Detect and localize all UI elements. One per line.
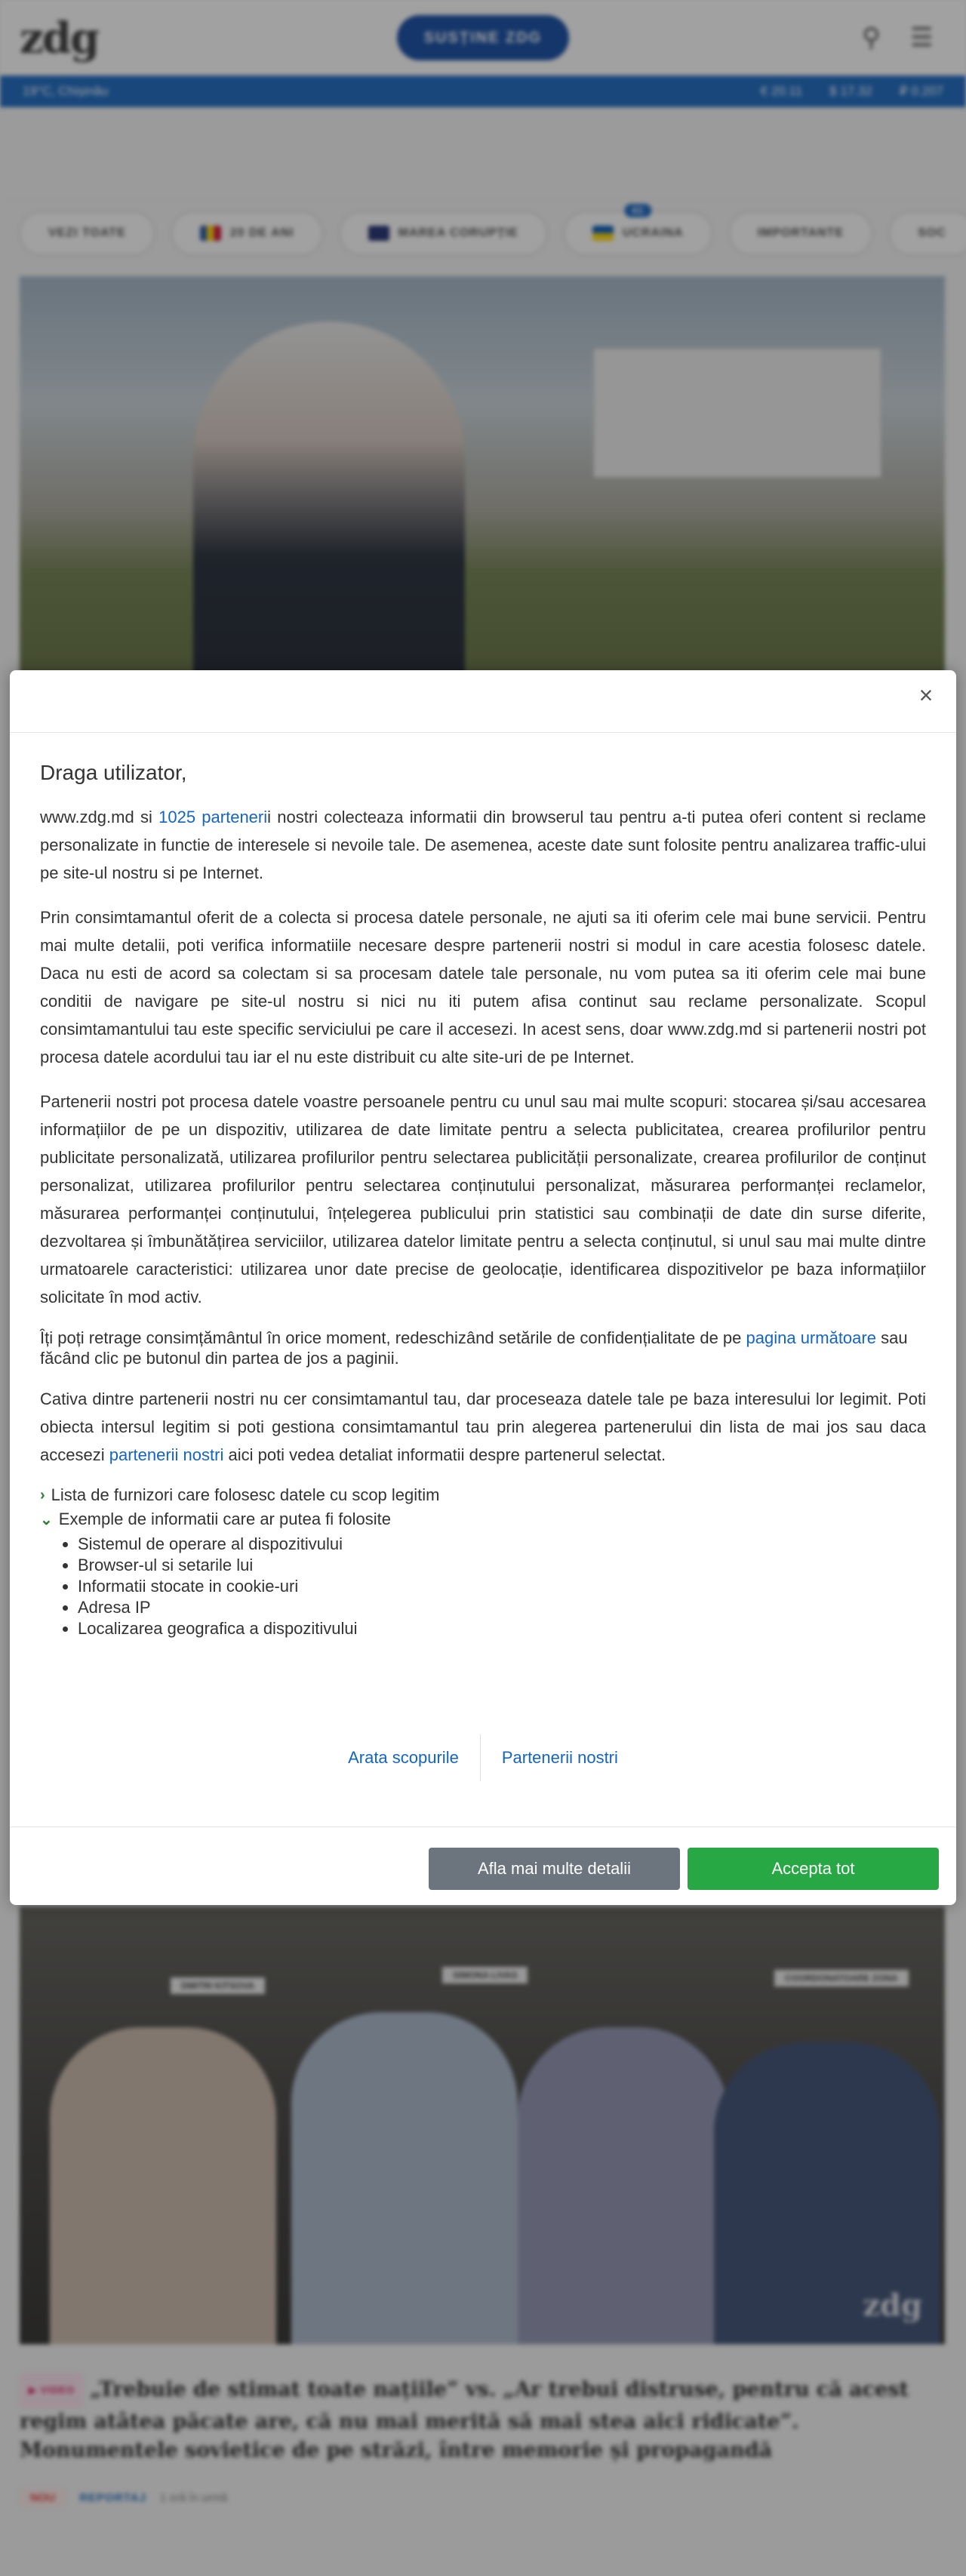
category-label: MAREA CORUPȚIE bbox=[398, 226, 518, 239]
text-span: www.zdg.md si bbox=[40, 808, 159, 826]
list-item: • Informatii stocate in cookie-uri bbox=[78, 1576, 926, 1597]
vendors-toggle-label: Lista de furnizori care folosesc datele cu scop legitim bbox=[51, 1485, 440, 1504]
text-span: aici poti vedea detaliat informatii despre partenerul selectat. bbox=[223, 1445, 666, 1464]
modal-links-row bbox=[10, 1734, 956, 1781]
modal-greeting: Draga utilizator, bbox=[40, 761, 187, 784]
name-label: SIMONA LIVAS bbox=[442, 1967, 528, 1984]
close-icon[interactable]: × bbox=[912, 681, 940, 708]
withdraw-paragraph bbox=[40, 1328, 926, 1368]
category-label: SOC bbox=[918, 226, 946, 239]
story-title-text[interactable]: „Trebuie de stimat toate națiile” vs. „Ar trebui distruse, pentru că acest regim atâtea păcate are, că nu mai merită să mai stea aici ridicate”. Monumentele sovietice de pe străzi, între memorie și propagandă bbox=[20, 2377, 909, 2462]
support-button[interactable]: SUSȚINE ZDG bbox=[397, 15, 569, 60]
list-item: • Sistemul de operare al dispozitivului bbox=[78, 1534, 926, 1555]
learn-more-button[interactable]: Afla mai multe detalii bbox=[429, 1848, 680, 1890]
name-label: DMITRI KITSOVA bbox=[171, 1977, 265, 1994]
our-partners-link[interactable]: partenerii nostri bbox=[109, 1445, 224, 1464]
text-span: Îți poți retrage consimțământul în orice moment, redeschizând setările de confidențialitate de pe bbox=[40, 1328, 746, 1347]
partners-count-link[interactable]: 1025 parteneri bbox=[158, 808, 268, 826]
site-logo[interactable]: zdg bbox=[20, 14, 99, 63]
new-badge: NOU bbox=[20, 2488, 66, 2508]
category-label: 20 DE ANI bbox=[229, 226, 294, 239]
list-item: • Adresa IP bbox=[78, 1597, 926, 1618]
text-span: i nostri colecteaza informatii din browserul tau pentru a-ti putea oferi content si reclame personalizate in functie de interesele si nevoile tale. De asemenea, aceste date sunt folosite pentru analizarea traffic-ului pe site-ul nostru si pe Internet. bbox=[40, 808, 926, 882]
weather-text: 19°C, Chișinău bbox=[23, 84, 109, 98]
zdg-watermark: zdg bbox=[863, 2288, 922, 2323]
purposes-paragraph: Partenerii nostri pot procesa datele voastre persoanele pentru cu unul sau mai multe scopuri: stocarea și/sau accesarea informațiilor de pe un dispozitiv, utilizarea de date limitate pentru a selecta publicitatea, crearea profilurilor pentru publicitate personalizată, utilizarea profilurilor pentru selectarea publicității personalizate, crearea profilurilor de conținut personalizat, utilizarea profilurilor pentru selectarea conținutului personalizat, măsurarea performanței reclamelor, măsurarea performanței conținutului, înțelegerea publicului prin statistici sau combinații de date din surse diferite, dezvoltarea și îmbunătățirea serviciilor, utilizarea datelor limitate pentru a selecta conținutul, si unul sau mai multe dintre urmatoarele caracteristici: utilizarea unor date precise de geolocație, identificarea dispozitivelor pe baza informațiilor solicitate în mod activ. bbox=[40, 1092, 926, 1306]
legitimate-interest-paragraph bbox=[40, 1385, 926, 1469]
examples-toggle-label: Exemple de informatii care ar putea fi folosite bbox=[58, 1510, 391, 1528]
menu-icon[interactable]: ☰ bbox=[910, 23, 934, 52]
examples-toggle[interactable] bbox=[40, 1510, 926, 1529]
category-label: UCRAINA bbox=[622, 226, 684, 239]
chevron-down-icon: ⌄ bbox=[40, 1511, 53, 1528]
list-item: • Localizarea geografica a dispozitivului bbox=[78, 1618, 926, 1639]
chevron-right-icon: › bbox=[40, 1486, 45, 1503]
category-label: IMPORTANTE bbox=[757, 226, 844, 239]
examples-list bbox=[40, 1534, 926, 1639]
modal-body bbox=[40, 761, 926, 1639]
vendors-toggle[interactable] bbox=[40, 1485, 926, 1505]
name-label: COORDONATOARE ZONA bbox=[774, 1970, 909, 1987]
intro-paragraph bbox=[40, 803, 926, 887]
category-label: VEZI TOATE bbox=[48, 226, 126, 239]
text-span: sau făcând clic pe butonul din partea de jos a paginii. bbox=[40, 1328, 908, 1368]
list-item: • Browser-ul si setarile lui bbox=[78, 1555, 926, 1576]
next-page-link[interactable]: pagina următoare bbox=[746, 1328, 876, 1347]
video-tag: ▶ VIDEO bbox=[20, 2373, 84, 2408]
modal-header-divider bbox=[10, 732, 956, 733]
accept-all-button[interactable]: Accepta tot bbox=[688, 1848, 939, 1890]
text-span: Cativa dintre partenerii nostri nu cer consimtamantul tau, dar proceseaza datele tale pe baza interesului lor legimit. Poti obiecta intersul legitim si poti gestiona consimtamantul tau prin alegerea partenerului din lista de mai jos sau daca accesezi bbox=[40, 1390, 926, 1464]
consent-modal bbox=[10, 670, 956, 1905]
rate-rub: ₽ 0.207 bbox=[899, 84, 943, 98]
search-icon[interactable]: ⚲ bbox=[862, 23, 881, 52]
rate-eur: € 20.11 bbox=[760, 84, 803, 98]
story-category[interactable]: REPORTAJ bbox=[79, 2491, 146, 2504]
rate-usd: $ 17.32 bbox=[829, 84, 872, 98]
show-purposes-link[interactable]: Arata scopurile bbox=[348, 1748, 459, 1767]
story-time: 1 oră în urmă bbox=[159, 2491, 228, 2504]
our-partners-link-bottom[interactable]: Partenerii nostri bbox=[501, 1748, 618, 1767]
category-badge: 41 bbox=[625, 204, 651, 217]
consent-paragraph: Prin consimtamantul oferit de a colecta si procesa datele personale, ne ajuti sa iti oferim cele mai bune servicii. Pentru mai multe detalii, poti verifica informatiile necesare despre partenerii nostri si modul in care acestia folosesc datele. Daca nu esti de acord sa colectam si sa procesam datele tale personale, nu vom putea sa iti oferim cele mai bune conditii de navigare pe site-ul nostru si nici nu iti putem afisa continut sau reclame personalizate. Scopul consimtamantului tau este specific serviciului pe care il accesezi. In acest sens, doar www.zdg.md si partenerii nostri pot procesa datele acordului tau iar el nu este distribuit cu alte site-uri de pe Internet. bbox=[40, 908, 926, 1066]
